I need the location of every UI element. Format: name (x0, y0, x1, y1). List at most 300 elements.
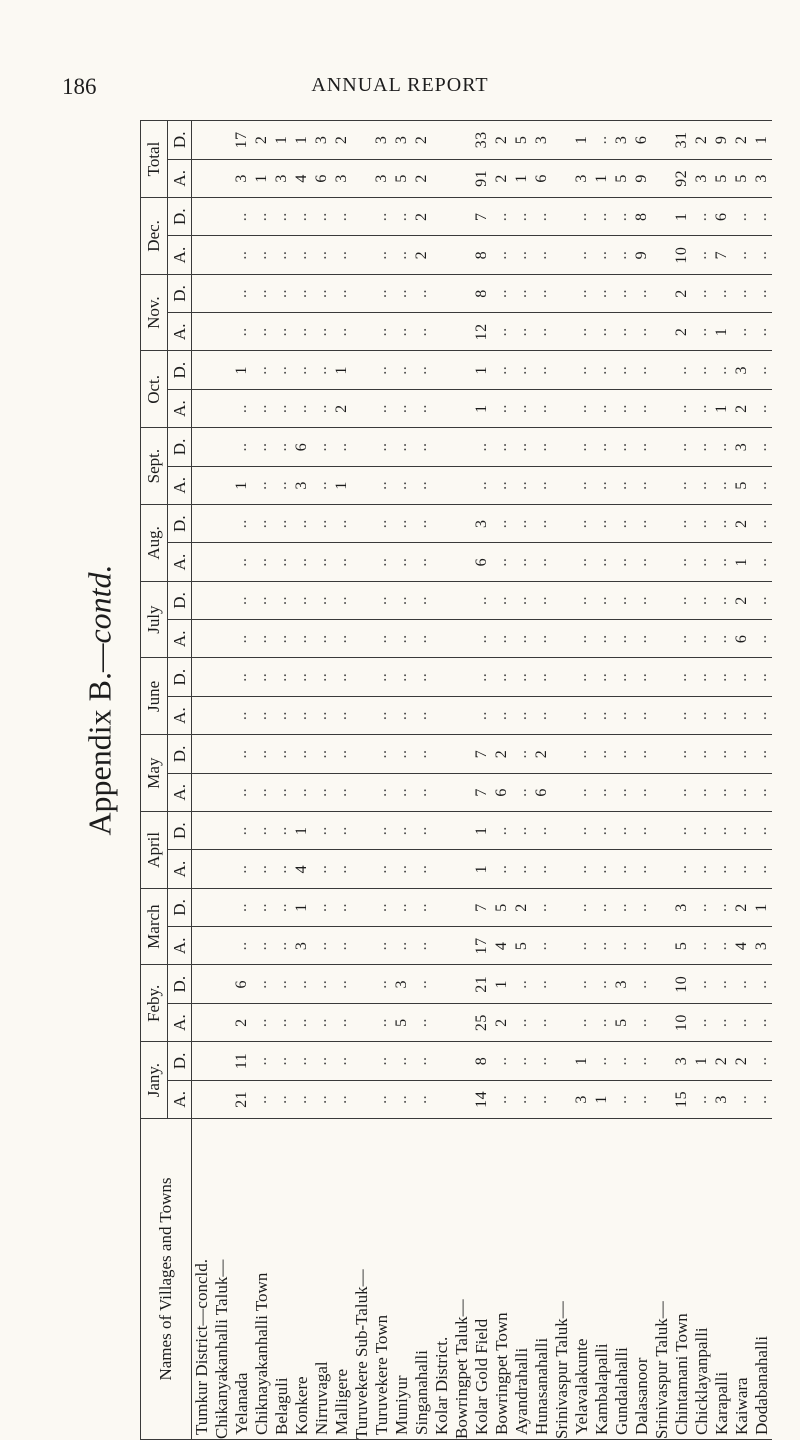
table-cell: .. (672, 351, 692, 389)
table-cell: .. (512, 236, 532, 274)
table-cell: .. (492, 505, 512, 543)
table-cell: .. (732, 236, 752, 274)
table-cell: .. (732, 735, 752, 773)
running-head: ANNUAL REPORT (311, 74, 489, 96)
empty-cell (552, 236, 572, 274)
empty-cell (452, 773, 472, 811)
empty-cell (192, 850, 213, 888)
table-cell: .. (332, 543, 352, 581)
table-cell: 1 (672, 198, 692, 236)
table-cell: 2 (732, 581, 752, 619)
table-cell: 1 (592, 1080, 612, 1118)
table-cell: 3 (292, 466, 312, 504)
table-cell: 5 (492, 888, 512, 926)
empty-cell (212, 159, 232, 197)
district-name: Kolar District. (432, 1119, 452, 1440)
table-cell: .. (572, 850, 592, 888)
table-cell: .. (312, 198, 332, 236)
table-cell: .. (332, 658, 352, 696)
table-cell: 7 (472, 888, 492, 926)
table-cell: .. (292, 236, 312, 274)
village-name: Yelanada (232, 1119, 252, 1440)
table-cell: .. (312, 735, 332, 773)
table-cell: 6 (472, 543, 492, 581)
table-cell: 9 (712, 121, 732, 160)
deaths-subheader: D. (168, 121, 192, 160)
empty-cell (212, 620, 232, 658)
table-cell: .. (392, 1080, 412, 1118)
table-cell: .. (412, 773, 432, 811)
table-row (612, 121, 632, 1440)
table-cell: 1 (232, 351, 252, 389)
empty-cell (652, 581, 672, 619)
empty-cell (552, 313, 572, 351)
table-cell: 1 (332, 351, 352, 389)
table-cell: 3 (572, 1080, 592, 1118)
table-cell: .. (752, 466, 772, 504)
table-cell: .. (232, 505, 252, 543)
table-cell: .. (272, 581, 292, 619)
table-cell: .. (572, 773, 592, 811)
deaths-subheader: D. (168, 505, 192, 543)
table-cell: .. (252, 850, 272, 888)
table-cell: .. (632, 274, 652, 312)
table-cell: .. (672, 466, 692, 504)
empty-cell (552, 696, 572, 734)
table-cell: .. (612, 543, 632, 581)
empty-cell (352, 773, 372, 811)
table-cell: .. (592, 658, 612, 696)
table-cell: .. (412, 351, 432, 389)
empty-cell (212, 1003, 232, 1041)
table-cell: .. (252, 313, 272, 351)
table-cell: .. (512, 1080, 532, 1118)
empty-cell (352, 581, 372, 619)
table-cell: 2 (672, 313, 692, 351)
empty-cell (212, 274, 232, 312)
arrivals-subheader: A. (168, 159, 192, 197)
table-cell: .. (332, 1003, 352, 1041)
empty-cell (452, 581, 472, 619)
table-cell: .. (732, 274, 752, 312)
table-cell: 5 (512, 121, 532, 160)
table-cell: .. (272, 888, 292, 926)
empty-cell (212, 696, 232, 734)
table-cell: 1 (472, 850, 492, 888)
table-cell: .. (372, 236, 392, 274)
table-cell: .. (732, 850, 752, 888)
table-cell: .. (492, 1080, 512, 1118)
empty-cell (212, 927, 232, 965)
table-cell: .. (612, 1042, 632, 1080)
table-cell: .. (672, 735, 692, 773)
table-cell: 2 (412, 159, 432, 197)
table-cell: 2 (412, 121, 432, 160)
table-cell: 2 (712, 1042, 732, 1080)
table-cell: .. (712, 773, 732, 811)
table-cell: .. (512, 313, 532, 351)
empty-cell (352, 658, 372, 696)
table-cell: .. (372, 543, 392, 581)
table-cell: .. (512, 1003, 532, 1041)
empty-cell (652, 1080, 672, 1118)
table-cell: 3 (332, 159, 352, 197)
table-cell: 9 (632, 159, 652, 197)
table-cell: .. (372, 888, 392, 926)
table-cell: 6 (232, 965, 252, 1003)
table-cell: .. (632, 620, 652, 658)
table-cell: .. (612, 888, 632, 926)
table-cell: .. (512, 466, 532, 504)
village-name: Dalasanoor (632, 1119, 652, 1440)
empty-cell (452, 1042, 472, 1080)
table-cell: 2 (492, 735, 512, 773)
table-cell: .. (372, 505, 392, 543)
table-cell: .. (392, 505, 412, 543)
empty-cell (352, 274, 372, 312)
empty-cell (432, 850, 452, 888)
table-cell: .. (492, 543, 512, 581)
table-cell: .. (692, 1003, 712, 1041)
arrivals-subheader: A. (168, 389, 192, 427)
table-cell: .. (292, 965, 312, 1003)
table-cell: .. (672, 850, 692, 888)
table-cell: .. (492, 696, 512, 734)
table-cell: 7 (472, 773, 492, 811)
table-cell: .. (372, 735, 392, 773)
empty-cell (432, 313, 452, 351)
taluk-name: Chikanyakanhalli Taluk— (212, 1119, 232, 1440)
table-cell: 8 (472, 236, 492, 274)
table-cell: .. (292, 1042, 312, 1080)
table-cell: .. (232, 198, 252, 236)
table-cell: .. (712, 888, 732, 926)
table-cell: .. (372, 812, 392, 850)
table-cell: .. (412, 735, 432, 773)
district-heading-row (192, 121, 213, 1440)
table-cell: .. (232, 773, 252, 811)
table-cell: .. (672, 543, 692, 581)
empty-cell (552, 965, 572, 1003)
table-cell: .. (372, 850, 392, 888)
empty-cell (552, 1042, 572, 1080)
table-cell: 11 (232, 1042, 252, 1080)
empty-cell (352, 1042, 372, 1080)
table-cell: .. (632, 1042, 652, 1080)
table-cell: .. (632, 581, 652, 619)
table-cell: .. (312, 965, 332, 1003)
table-cell: 6 (632, 121, 652, 160)
table-cell: 14 (472, 1080, 492, 1118)
table-cell: .. (412, 1003, 432, 1041)
table-cell: .. (712, 696, 732, 734)
empty-cell (452, 198, 472, 236)
arrivals-subheader: A. (168, 850, 192, 888)
table-cell: .. (712, 965, 732, 1003)
table-row (472, 121, 492, 1440)
table-cell: .. (672, 505, 692, 543)
table-cell: 2 (492, 121, 512, 160)
empty-cell (212, 812, 232, 850)
arrivals-subheader: A. (168, 1003, 192, 1041)
table-cell: 3 (612, 965, 632, 1003)
table-cell: .. (612, 658, 632, 696)
table-cell: 5 (612, 1003, 632, 1041)
table-row (332, 121, 352, 1440)
appendix-prefix: Appendix B. (81, 672, 118, 836)
table-row (372, 121, 392, 1440)
table-cell: .. (372, 581, 392, 619)
empty-cell (432, 121, 452, 160)
empty-cell (552, 735, 572, 773)
empty-cell (452, 159, 472, 197)
table-cell: .. (592, 850, 612, 888)
empty-cell (212, 658, 232, 696)
table-cell: .. (492, 351, 512, 389)
table-cell: .. (232, 274, 252, 312)
empty-cell (432, 389, 452, 427)
table-row (252, 121, 272, 1440)
table-cell: 2 (252, 121, 272, 160)
table-row (272, 121, 292, 1440)
empty-cell (452, 466, 472, 504)
table-body (192, 121, 773, 1440)
table-cell: 3 (752, 159, 772, 197)
table-cell: .. (712, 850, 732, 888)
table-cell: .. (332, 274, 352, 312)
empty-cell (432, 773, 452, 811)
arrivals-subheader: A. (168, 927, 192, 965)
table-cell: .. (692, 850, 712, 888)
table-cell: .. (732, 658, 752, 696)
table-cell: .. (372, 1003, 392, 1041)
table-row (632, 121, 652, 1440)
table-cell: 4 (292, 850, 312, 888)
table-cell: .. (312, 888, 332, 926)
table-cell: .. (632, 965, 652, 1003)
table-cell: .. (532, 1042, 552, 1080)
table-cell: .. (372, 198, 392, 236)
table-cell: .. (712, 274, 732, 312)
table-cell: .. (312, 389, 332, 427)
empty-cell (432, 1042, 452, 1080)
table-cell: .. (472, 428, 492, 466)
table-cell: .. (512, 581, 532, 619)
table-row (752, 121, 772, 1440)
table-row (672, 121, 692, 1440)
table-cell: .. (412, 696, 432, 734)
table-cell: .. (512, 274, 532, 312)
table-cell: .. (372, 351, 392, 389)
table-cell: 8 (632, 198, 652, 236)
table-cell: .. (372, 428, 392, 466)
table-cell: .. (712, 812, 732, 850)
table-cell: .. (512, 696, 532, 734)
empty-cell (212, 1042, 232, 1080)
table-cell: .. (492, 466, 512, 504)
table-cell: .. (572, 543, 592, 581)
table-cell: .. (292, 505, 312, 543)
table-cell: .. (612, 428, 632, 466)
month-header: Total (141, 121, 168, 198)
table-cell: .. (372, 658, 392, 696)
table-cell: 6 (532, 773, 552, 811)
table-cell: .. (272, 505, 292, 543)
table-cell: .. (732, 812, 752, 850)
table-cell: .. (292, 773, 312, 811)
empty-cell (432, 658, 452, 696)
table-cell: 1 (512, 159, 532, 197)
table-row (692, 121, 712, 1440)
table-cell: .. (392, 274, 412, 312)
table-cell: .. (292, 1080, 312, 1118)
table-cell: .. (632, 696, 652, 734)
table-cell: .. (272, 1080, 292, 1118)
table-cell: .. (332, 313, 352, 351)
table-cell: .. (752, 313, 772, 351)
table-cell: .. (272, 1042, 292, 1080)
table-cell: .. (312, 274, 332, 312)
empty-cell (452, 1080, 472, 1118)
empty-cell (452, 389, 472, 427)
table-cell: .. (492, 313, 512, 351)
empty-cell (192, 1042, 213, 1080)
table-cell: .. (572, 927, 592, 965)
table-cell: 2 (732, 505, 752, 543)
month-header: March (141, 888, 168, 965)
table-cell: 1 (272, 121, 292, 160)
table-cell: .. (532, 428, 552, 466)
table-cell: 3 (392, 965, 412, 1003)
table-cell: .. (512, 351, 532, 389)
empty-cell (552, 927, 572, 965)
empty-cell (192, 236, 213, 274)
table-cell: 5 (392, 1003, 412, 1041)
empty-cell (652, 1042, 672, 1080)
table-cell: .. (532, 927, 552, 965)
table-cell: .. (572, 658, 592, 696)
month-header: May (141, 735, 168, 812)
empty-cell (212, 236, 232, 274)
empty-cell (652, 236, 672, 274)
empty-cell (452, 274, 472, 312)
table-cell: 5 (672, 927, 692, 965)
table-cell: .. (372, 1042, 392, 1080)
table-cell: .. (252, 428, 272, 466)
table-cell: .. (612, 620, 632, 658)
table-cell: 1 (332, 466, 352, 504)
table-cell: .. (532, 1080, 552, 1118)
table-cell: .. (592, 1003, 612, 1041)
table-cell: .. (272, 735, 292, 773)
table-cell: .. (252, 1042, 272, 1080)
empty-cell (212, 735, 232, 773)
empty-cell (652, 773, 672, 811)
empty-cell (652, 850, 672, 888)
empty-cell (192, 696, 213, 734)
empty-cell (652, 696, 672, 734)
empty-cell (432, 581, 452, 619)
table-cell: .. (412, 313, 432, 351)
empty-cell (352, 620, 372, 658)
table-cell: .. (532, 850, 552, 888)
table-cell: 2 (232, 1003, 252, 1041)
table-cell: 5 (712, 159, 732, 197)
table-cell: .. (412, 466, 432, 504)
table-cell: .. (572, 313, 592, 351)
empty-cell (192, 620, 213, 658)
empty-cell (432, 466, 452, 504)
empty-cell (452, 812, 472, 850)
empty-cell (192, 927, 213, 965)
table-cell: .. (412, 965, 432, 1003)
table-cell: .. (752, 965, 772, 1003)
table-cell: .. (592, 236, 612, 274)
taluk-heading-row (452, 121, 472, 1440)
empty-cell (192, 351, 213, 389)
table-cell: .. (412, 581, 432, 619)
table-cell: .. (252, 198, 272, 236)
table-cell: .. (392, 658, 412, 696)
table-cell: .. (332, 927, 352, 965)
empty-cell (432, 428, 452, 466)
taluk-heading-row (552, 121, 572, 1440)
empty-cell (352, 236, 372, 274)
table-cell: .. (292, 389, 312, 427)
table-cell: .. (732, 696, 752, 734)
table-cell: .. (632, 812, 652, 850)
table-cell: .. (752, 620, 772, 658)
table-cell: 2 (412, 236, 432, 274)
table-cell: 6 (492, 773, 512, 811)
table-cell: .. (612, 236, 632, 274)
table-cell: .. (312, 773, 332, 811)
empty-cell (192, 888, 213, 926)
table-cell: .. (412, 927, 432, 965)
empty-cell (432, 274, 452, 312)
month-header: June (141, 658, 168, 735)
table-cell: 7 (472, 735, 492, 773)
empty-cell (452, 313, 472, 351)
table-cell: .. (292, 620, 312, 658)
empty-cell (432, 620, 452, 658)
empty-cell (352, 198, 372, 236)
empty-cell (352, 389, 372, 427)
empty-cell (652, 198, 672, 236)
table-cell: 3 (372, 159, 392, 197)
table-cell: .. (692, 735, 712, 773)
table-cell: .. (392, 888, 412, 926)
table-cell: 3 (712, 1080, 732, 1118)
table-row (532, 121, 552, 1440)
table-cell: .. (532, 965, 552, 1003)
table-cell: .. (632, 850, 652, 888)
empty-cell (552, 620, 572, 658)
table-cell: .. (692, 812, 712, 850)
empty-cell (552, 543, 572, 581)
table-cell: .. (572, 236, 592, 274)
table-cell: .. (592, 505, 612, 543)
empty-cell (192, 505, 213, 543)
table-cell: 3 (672, 1042, 692, 1080)
table-cell: .. (472, 620, 492, 658)
table-cell: .. (272, 658, 292, 696)
table-cell: .. (392, 812, 412, 850)
table-cell: .. (332, 581, 352, 619)
table-cell: 7 (712, 236, 732, 274)
table-cell: .. (572, 198, 592, 236)
empty-cell (352, 351, 372, 389)
